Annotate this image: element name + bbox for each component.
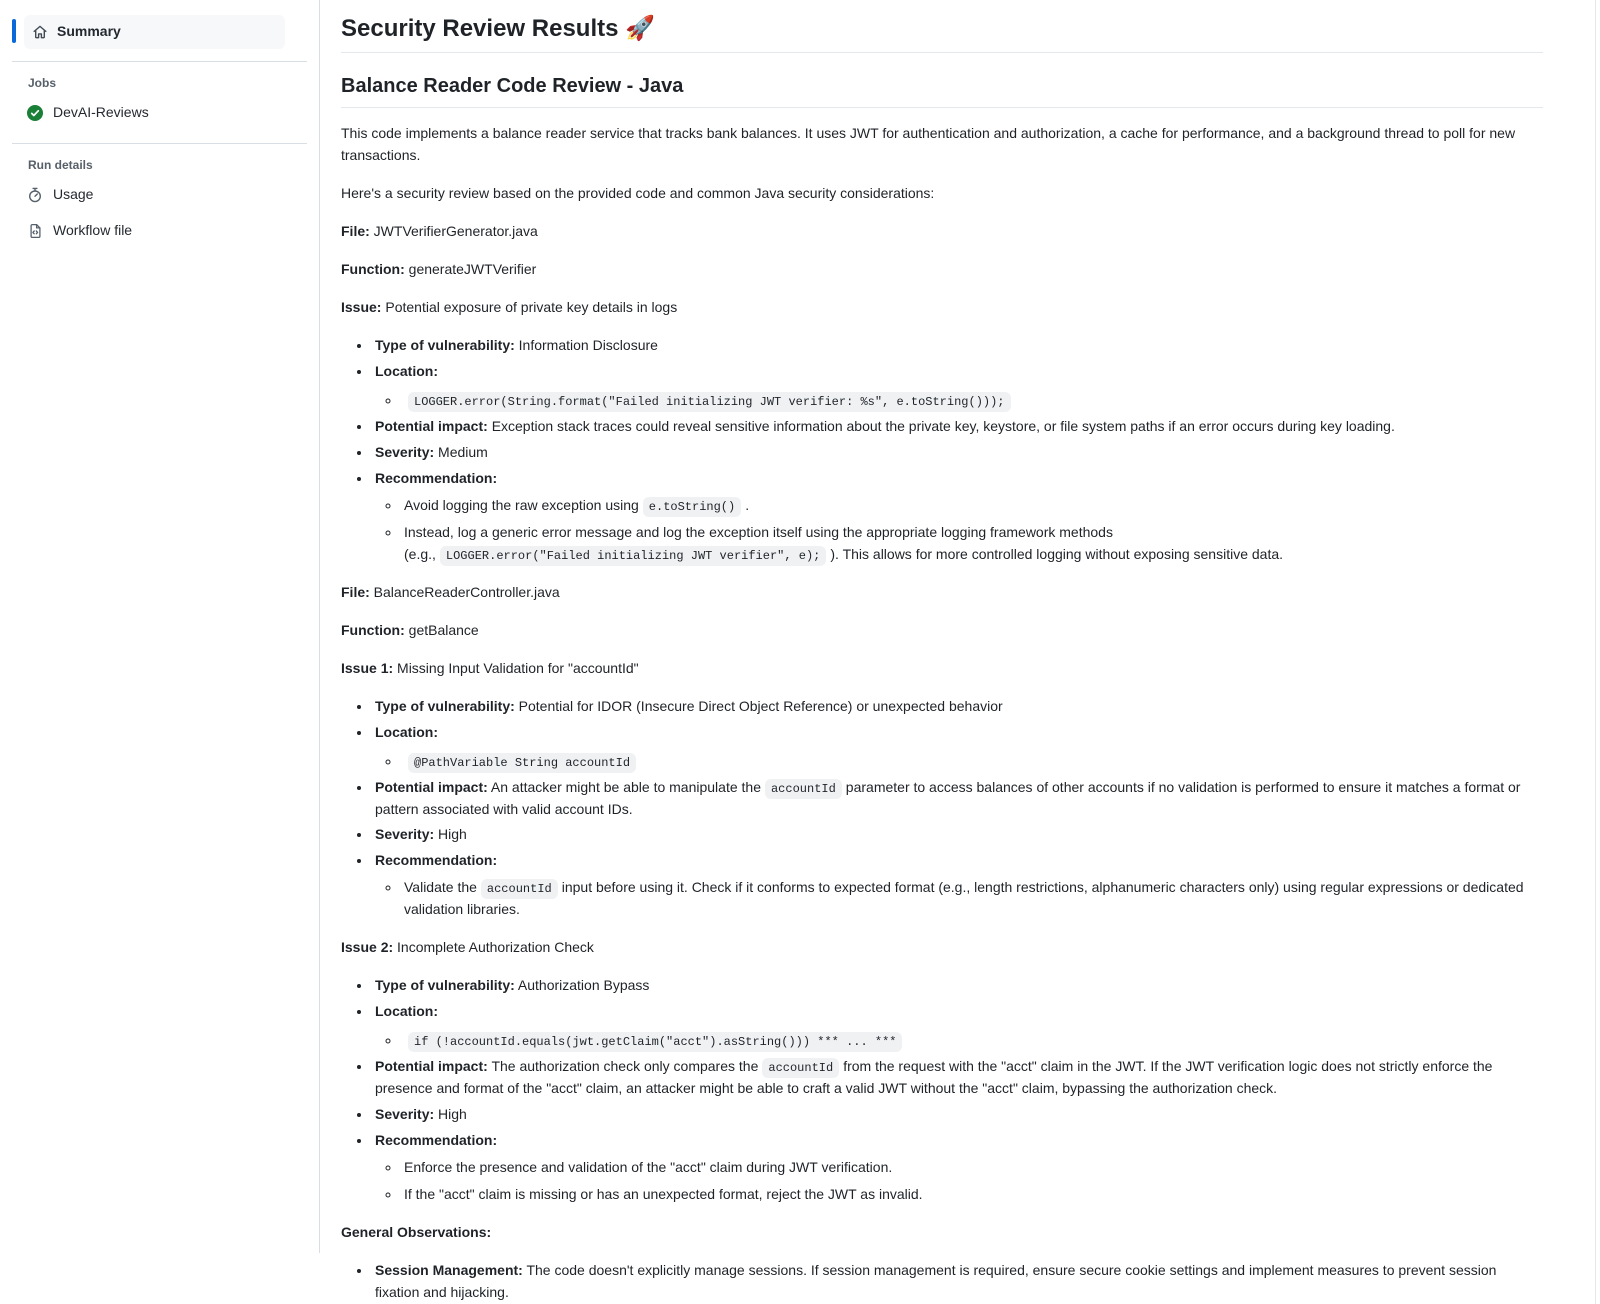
type-item bbox=[372, 975, 1543, 997]
function-value: generateJWTVerifier bbox=[408, 261, 537, 278]
location-label: Location: bbox=[375, 1003, 438, 1020]
impact-text: An attacker might be able to manipulate the bbox=[490, 778, 761, 795]
type-label: Type of vulnerability: bbox=[375, 337, 515, 353]
file-label: File: bbox=[341, 223, 370, 240]
rec-text: Enforce the presence and validation of the "acct" claim during JWT verification. bbox=[404, 1159, 893, 1176]
rec-text: . bbox=[745, 496, 750, 513]
sidebar-item-summary[interactable] bbox=[24, 15, 285, 49]
inline-code: accountId bbox=[765, 779, 842, 799]
location-item bbox=[372, 361, 1543, 412]
location-code: if (!accountId.equals(jwt.getClaim("acct").asString())) *** ... *** bbox=[408, 1032, 902, 1052]
type-label: Type of vulnerability: bbox=[375, 977, 515, 994]
sidebar-divider bbox=[12, 61, 307, 62]
location-code-item bbox=[401, 390, 1543, 412]
severity-value: High bbox=[438, 1106, 467, 1123]
location-item bbox=[372, 1001, 1543, 1052]
location-item bbox=[372, 722, 1543, 773]
issue-line bbox=[341, 937, 1543, 959]
sidebar-item-devai-reviews[interactable] bbox=[0, 95, 319, 131]
summary-content bbox=[320, 0, 1600, 1300]
severity-value: Medium bbox=[438, 443, 488, 460]
file-line bbox=[341, 221, 1543, 243]
location-sublist bbox=[375, 1030, 1543, 1052]
function-line bbox=[341, 620, 1543, 642]
location-label: Location: bbox=[375, 362, 438, 379]
severity-label: Severity: bbox=[375, 826, 435, 843]
issue-value: Incomplete Authorization Check bbox=[397, 939, 594, 956]
finding-1-details bbox=[341, 335, 1543, 566]
sidebar-summary-label: Summary bbox=[57, 23, 121, 39]
recommendation-point bbox=[401, 522, 1543, 566]
check-circle-icon bbox=[27, 105, 43, 121]
severity-item bbox=[372, 1104, 1543, 1126]
rec-text: Validate the bbox=[404, 879, 477, 896]
rec-text: input before using it. Check if it conforms to expected format (e.g., length restrictions, alphanumeric characters only) using regular expressions or dedicated validation libraries. bbox=[404, 879, 1524, 918]
location-sublist bbox=[375, 751, 1543, 773]
workflow-file-label: Workflow file bbox=[53, 221, 133, 238]
type-value: Information Disclosure bbox=[518, 337, 658, 353]
stopwatch-icon bbox=[27, 187, 43, 203]
location-code-item bbox=[401, 1030, 1543, 1052]
impact-label: Potential impact: bbox=[375, 1058, 488, 1075]
impact-text: The authorization check only compares the bbox=[491, 1058, 759, 1075]
issue-value: Potential exposure of private key details in logs bbox=[385, 299, 678, 316]
severity-value: High bbox=[438, 826, 467, 843]
inline-code: accountId bbox=[481, 879, 558, 899]
intro-paragraph-1: This code implements a balance reader service that tracks bank balances. It uses JWT for authentication and authorization, a cache for performance, and a background thread to poll for new transactions. bbox=[341, 125, 1516, 164]
recommendation-item bbox=[372, 468, 1543, 566]
sidebar-summary-wrap bbox=[0, 15, 319, 49]
inline-code: LOGGER.error("Failed initializing JWT verifier", e); bbox=[440, 546, 826, 566]
file-value: JWTVerifierGenerator.java bbox=[373, 223, 538, 240]
page-title: Security Review Results 🚀 bbox=[341, 13, 1543, 53]
scrollbar-track-edge bbox=[1595, 0, 1596, 1304]
rec-text: Instead, log a generic error message and log the exception itself using the appropriate logging framework methods (e.g., bbox=[404, 523, 1113, 562]
function-line bbox=[341, 259, 1543, 281]
sidebar-divider bbox=[12, 143, 307, 144]
observation-item bbox=[372, 1260, 1543, 1304]
intro-paragraph-2: Here's a security review based on the provided code and common Java security considerations: bbox=[341, 185, 935, 202]
sidebar-item-usage[interactable] bbox=[0, 177, 319, 213]
impact-text: parameter to access balances of other accounts if no validation is performed to ensure it matches a format or pattern associated with valid account IDs. bbox=[375, 778, 1521, 817]
impact-item bbox=[372, 416, 1543, 438]
rec-text: Avoid logging the raw exception using bbox=[404, 496, 639, 513]
file-label: File: bbox=[341, 583, 370, 600]
general-observations-label: General Observations: bbox=[341, 1224, 492, 1241]
location-code: @PathVariable String accountId bbox=[408, 753, 636, 773]
run-sidebar bbox=[0, 0, 320, 1253]
recommendation-item bbox=[372, 1130, 1543, 1206]
recommendation-item bbox=[372, 850, 1543, 921]
rec-text: ). This allows for more controlled logging without exposing sensitive data. bbox=[830, 545, 1284, 562]
issue-line bbox=[341, 297, 1543, 319]
recommendation-sublist bbox=[375, 1157, 1543, 1206]
severity-label: Severity: bbox=[375, 443, 435, 460]
job-name-label: DevAI-Reviews bbox=[53, 103, 149, 120]
workflow-file-icon bbox=[27, 223, 43, 239]
recommendation-sublist bbox=[375, 877, 1543, 921]
location-code: LOGGER.error(String.format("Failed initializing JWT verifier: %s", e.toString())); bbox=[408, 392, 1011, 412]
general-observations-heading bbox=[341, 1222, 1543, 1244]
recommendation-point bbox=[401, 495, 1543, 517]
review-title: Balance Reader Code Review - Java bbox=[341, 73, 1543, 108]
severity-item bbox=[372, 824, 1543, 846]
recommendation-label: Recommendation: bbox=[375, 852, 498, 869]
type-item bbox=[372, 696, 1543, 718]
issue-label: Issue 2: bbox=[341, 939, 394, 956]
type-value: Authorization Bypass bbox=[517, 977, 650, 994]
recommendation-point bbox=[401, 1184, 1543, 1206]
recommendation-label: Recommendation: bbox=[375, 1132, 498, 1149]
impact-item bbox=[372, 1056, 1543, 1100]
finding-3-details bbox=[341, 975, 1543, 1206]
type-label: Type of vulnerability: bbox=[375, 697, 515, 714]
severity-item bbox=[372, 442, 1543, 464]
impact-label: Potential impact: bbox=[375, 778, 488, 795]
function-label: Function: bbox=[341, 621, 405, 638]
active-indicator bbox=[12, 19, 16, 43]
issue-label: Issue: bbox=[341, 299, 382, 316]
impact-item bbox=[372, 777, 1543, 821]
impact-label: Potential impact: bbox=[375, 417, 488, 434]
recommendation-point bbox=[401, 877, 1543, 921]
finding-2-details bbox=[341, 696, 1543, 922]
run-details-section-label: Run details bbox=[28, 157, 93, 172]
recommendation-sublist bbox=[375, 495, 1543, 566]
issue-value: Missing Input Validation for "accountId" bbox=[397, 659, 639, 676]
file-line bbox=[341, 582, 1543, 604]
inline-code: accountId bbox=[762, 1058, 839, 1078]
jobs-section-label: Jobs bbox=[28, 75, 57, 90]
recommendation-point bbox=[401, 1157, 1543, 1179]
inline-code: e.toString() bbox=[643, 497, 741, 517]
general-observations-list bbox=[341, 1260, 1543, 1304]
home-icon bbox=[32, 24, 48, 40]
observation-value: The code doesn't explicitly manage sessions. If session management is required, ensure secure cookie settings and implement measures to prevent session fixation and hijacking. bbox=[375, 1262, 1497, 1300]
sidebar-item-workflow-file[interactable] bbox=[0, 213, 319, 249]
function-label: Function: bbox=[341, 261, 405, 278]
rec-text: If the "acct" claim is missing or has an unexpected format, reject the JWT as invalid. bbox=[404, 1186, 923, 1203]
severity-label: Severity: bbox=[375, 1106, 435, 1123]
usage-label: Usage bbox=[53, 185, 94, 202]
impact-value: Exception stack traces could reveal sensitive information about the private key, keystore, or file system paths if an error occurs during key loading. bbox=[491, 417, 1395, 434]
observation-label: Session Management: bbox=[375, 1262, 523, 1278]
type-value: Potential for IDOR (Insecure Direct Object Reference) or unexpected behavior bbox=[518, 697, 1003, 714]
location-label: Location: bbox=[375, 723, 438, 740]
type-item bbox=[372, 335, 1543, 357]
location-code-item bbox=[401, 751, 1543, 773]
recommendation-label: Recommendation: bbox=[375, 469, 498, 486]
impact-text: from the request with the "acct" claim in the JWT. If the JWT verification logic does not strictly enforce the presence and format of the "acct" claim, an attacker might be able to craft a valid JWT without the "acct" claim, bypassing the authorization check. bbox=[375, 1058, 1493, 1097]
file-value: BalanceReaderController.java bbox=[373, 583, 560, 600]
issue-label: Issue 1: bbox=[341, 659, 394, 676]
location-sublist bbox=[375, 390, 1543, 412]
issue-line bbox=[341, 658, 1543, 680]
function-value: getBalance bbox=[408, 621, 479, 638]
